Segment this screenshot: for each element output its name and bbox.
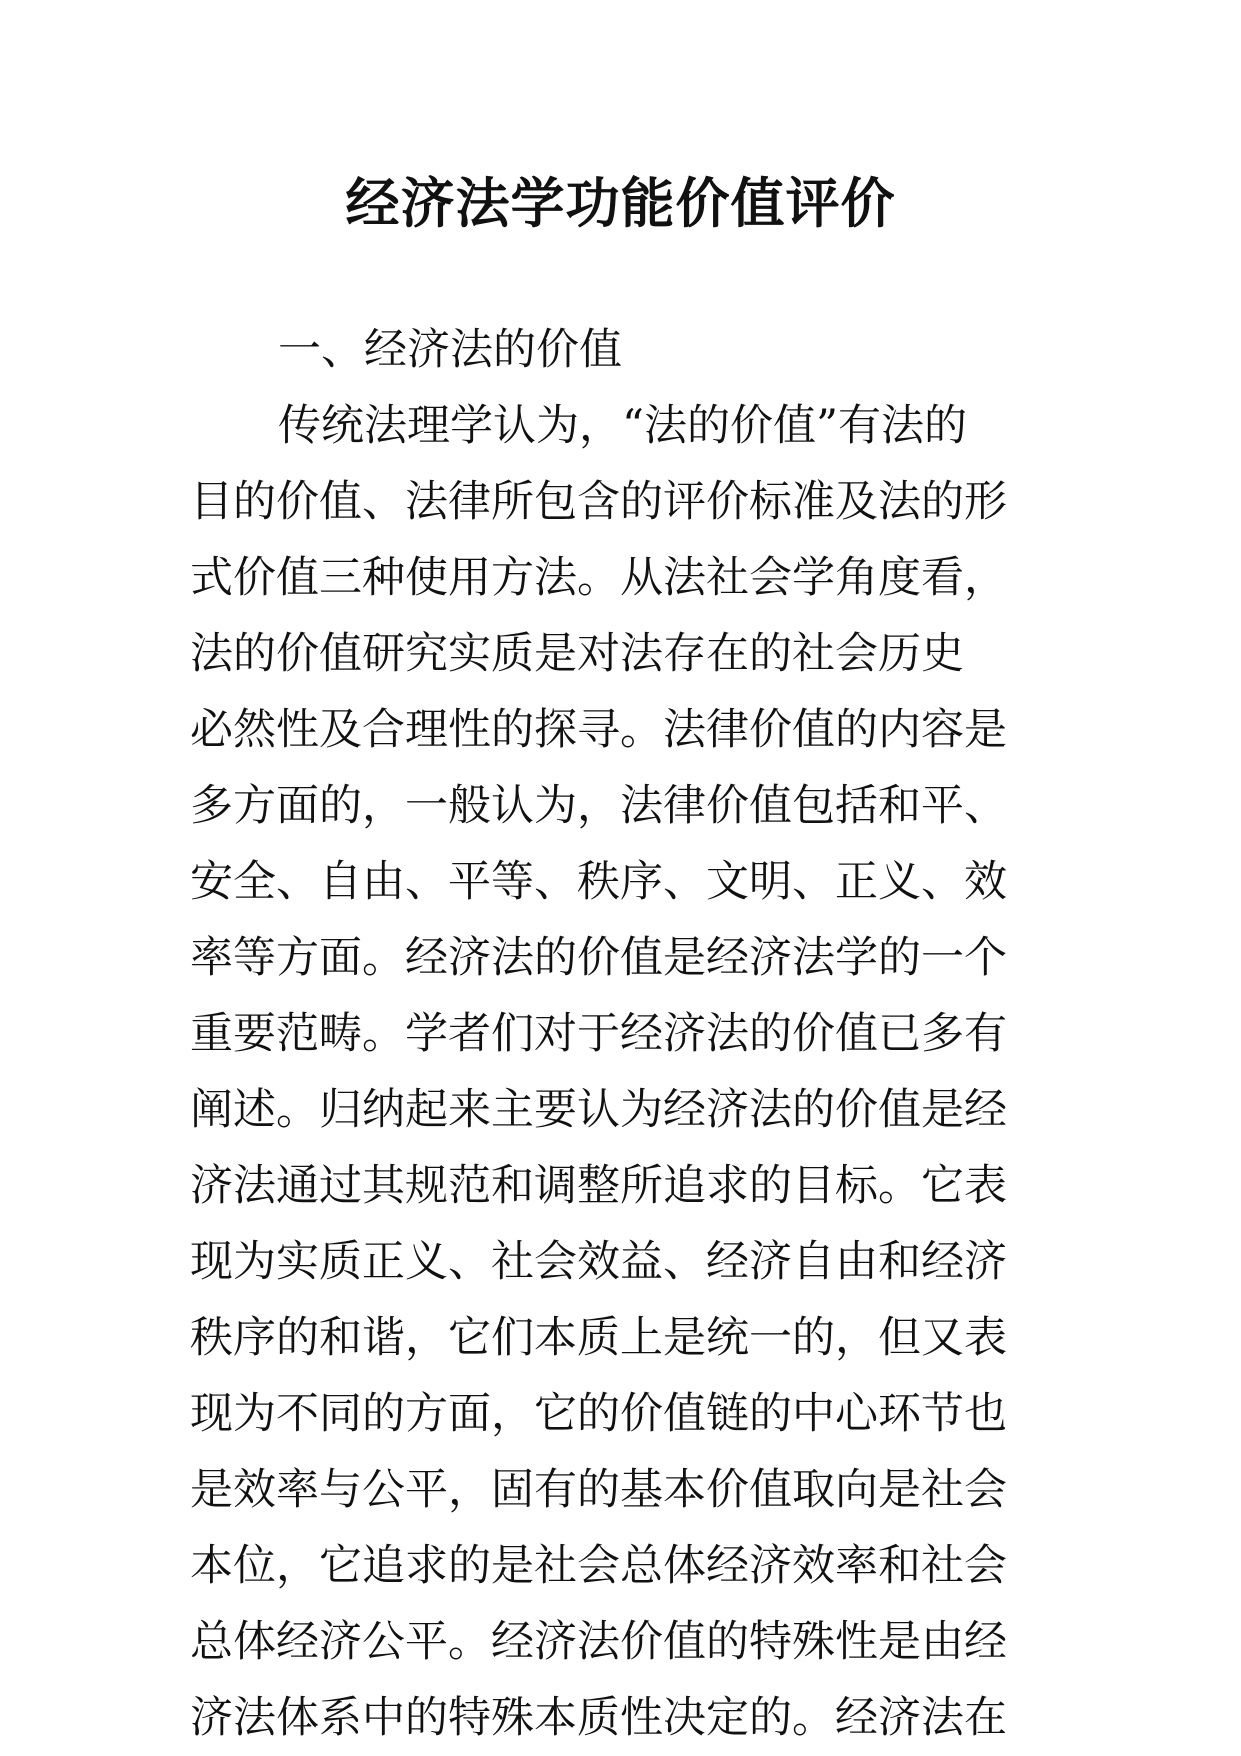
paragraph-line-13: 秩序的和谐，它们本质上是统一的，但又表 bbox=[190, 1313, 1007, 1363]
document-title: 经济法学功能价值评价 bbox=[345, 171, 896, 235]
paragraph-line-4: 法的价值研究实质是对法存在的社会历史 bbox=[190, 629, 964, 679]
paragraph-line-12: 现为实质正义、社会效益、经济自由和经济 bbox=[190, 1237, 1007, 1287]
paragraph-line-6: 多方面的，一般认为，法律价值包括和平、 bbox=[190, 781, 1007, 831]
paragraph-line-17: 总体经济公平。经济法价值的特殊性是由经 bbox=[190, 1617, 1007, 1667]
paragraph-line-3: 式价值三种使用方法。从法社会学角度看， bbox=[190, 553, 1007, 603]
paragraph-line-8: 率等方面。经济法的价值是经济法学的一个 bbox=[190, 933, 1007, 983]
paragraph-line-14: 现为不同的方面，它的价值链的中心环节也 bbox=[190, 1389, 1007, 1439]
paragraph-line-10: 阐述。归纳起来主要认为经济法的价值是经 bbox=[190, 1085, 1007, 1135]
paragraph-line-2: 目的价值、法律所包含的评价标准及法的形 bbox=[190, 477, 1007, 527]
section-heading: 一、经济法的价值 bbox=[278, 325, 622, 375]
paragraph-line-16: 本位，它追求的是社会总体经济效率和社会 bbox=[190, 1541, 1007, 1591]
paragraph-line-9: 重要范畴。学者们对于经济法的价值已多有 bbox=[190, 1009, 1007, 1059]
document-body bbox=[190, 312, 1070, 1756]
paragraph-line-18: 济法体系中的特殊本质性决定的。经济法在 bbox=[190, 1693, 1007, 1743]
paragraph-line-1: 传统法理学认为，“法的价值”有法的 bbox=[278, 401, 967, 451]
paragraph-line-11: 济法通过其规范和调整所追求的目标。它表 bbox=[190, 1161, 1007, 1211]
paragraph-line-5: 必然性及合理性的探寻。法律价值的内容是 bbox=[190, 705, 1007, 755]
paragraph-line-15: 是效率与公平，固有的基本价值取向是社会 bbox=[190, 1465, 1007, 1515]
paragraph-line-7: 安全、自由、平等、秩序、文明、正义、效 bbox=[190, 857, 1007, 907]
